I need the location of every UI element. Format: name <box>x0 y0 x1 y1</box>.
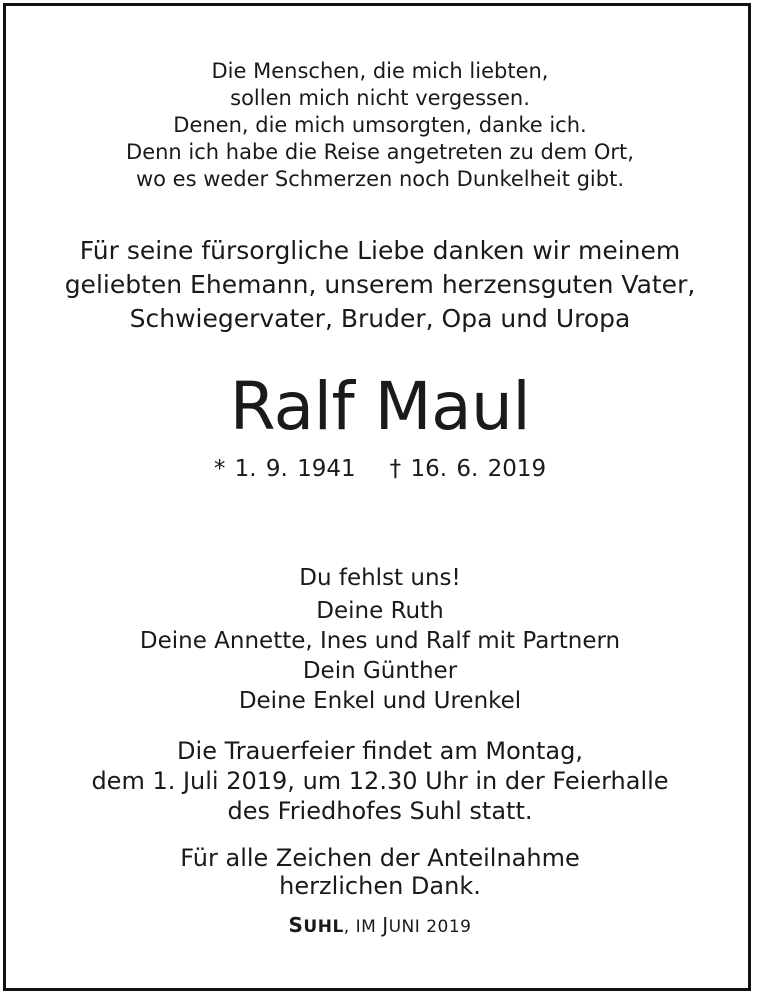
thanks-text <box>0 234 760 336</box>
poem-verse <box>0 58 760 193</box>
city: SUHL <box>288 913 344 937</box>
thanks-line: Schwiegervater, Bruder, Opa und Uropa <box>129 304 631 333</box>
service-line: Die Trauerfeier findet am Montag, <box>177 737 583 765</box>
family-list <box>0 596 760 716</box>
sympathy-line: Für alle Zeichen der Anteilnahme <box>180 844 580 872</box>
poem-line: sollen mich nicht vergessen. <box>230 86 530 110</box>
sympathy-thanks <box>0 844 760 900</box>
sympathy-line: herzlichen Dank. <box>279 872 481 900</box>
im-text: IM <box>355 917 377 937</box>
missing-you-text: Du fehlst uns! <box>299 565 461 591</box>
place-and-date: SUHL, IM JUNI 2019 <box>288 913 472 937</box>
poem-line: Denen, die mich umsorgten, danke ich. <box>173 113 587 137</box>
thanks-line: Für seine fürsorgliche Liebe danken wir meinem <box>79 236 681 265</box>
service-line: dem 1. Juli 2019, um 12.30 Uhr in der Feierhalle <box>91 767 669 795</box>
birth-date: * 1. 9. 1941 <box>213 456 356 482</box>
family-line: Deine Ruth <box>316 598 444 624</box>
life-dates <box>0 452 760 486</box>
family-line: Deine Annette, Ines und Ralf mit Partnern <box>139 628 621 654</box>
family-line: Dein Günther <box>302 658 458 684</box>
year: 2019 <box>426 917 472 937</box>
funeral-service-info <box>0 736 760 826</box>
month: JUNI <box>382 913 421 937</box>
service-line: des Friedhofes Suhl statt. <box>227 797 533 825</box>
deceased-name: Ralf Maul <box>229 368 531 445</box>
family-line: Deine Enkel und Urenkel <box>238 688 522 714</box>
poem-line: Die Menschen, die mich liebten, <box>211 59 549 83</box>
poem-line: wo es weder Schmerzen noch Dunkelheit gibt. <box>135 167 625 191</box>
thanks-line: geliebten Ehemann, unserem herzensguten Vater, <box>64 270 696 299</box>
death-date: † 16. 6. 2019 <box>389 456 547 482</box>
poem-line: Denn ich habe die Reise angetreten zu dem Ort, <box>126 140 634 164</box>
